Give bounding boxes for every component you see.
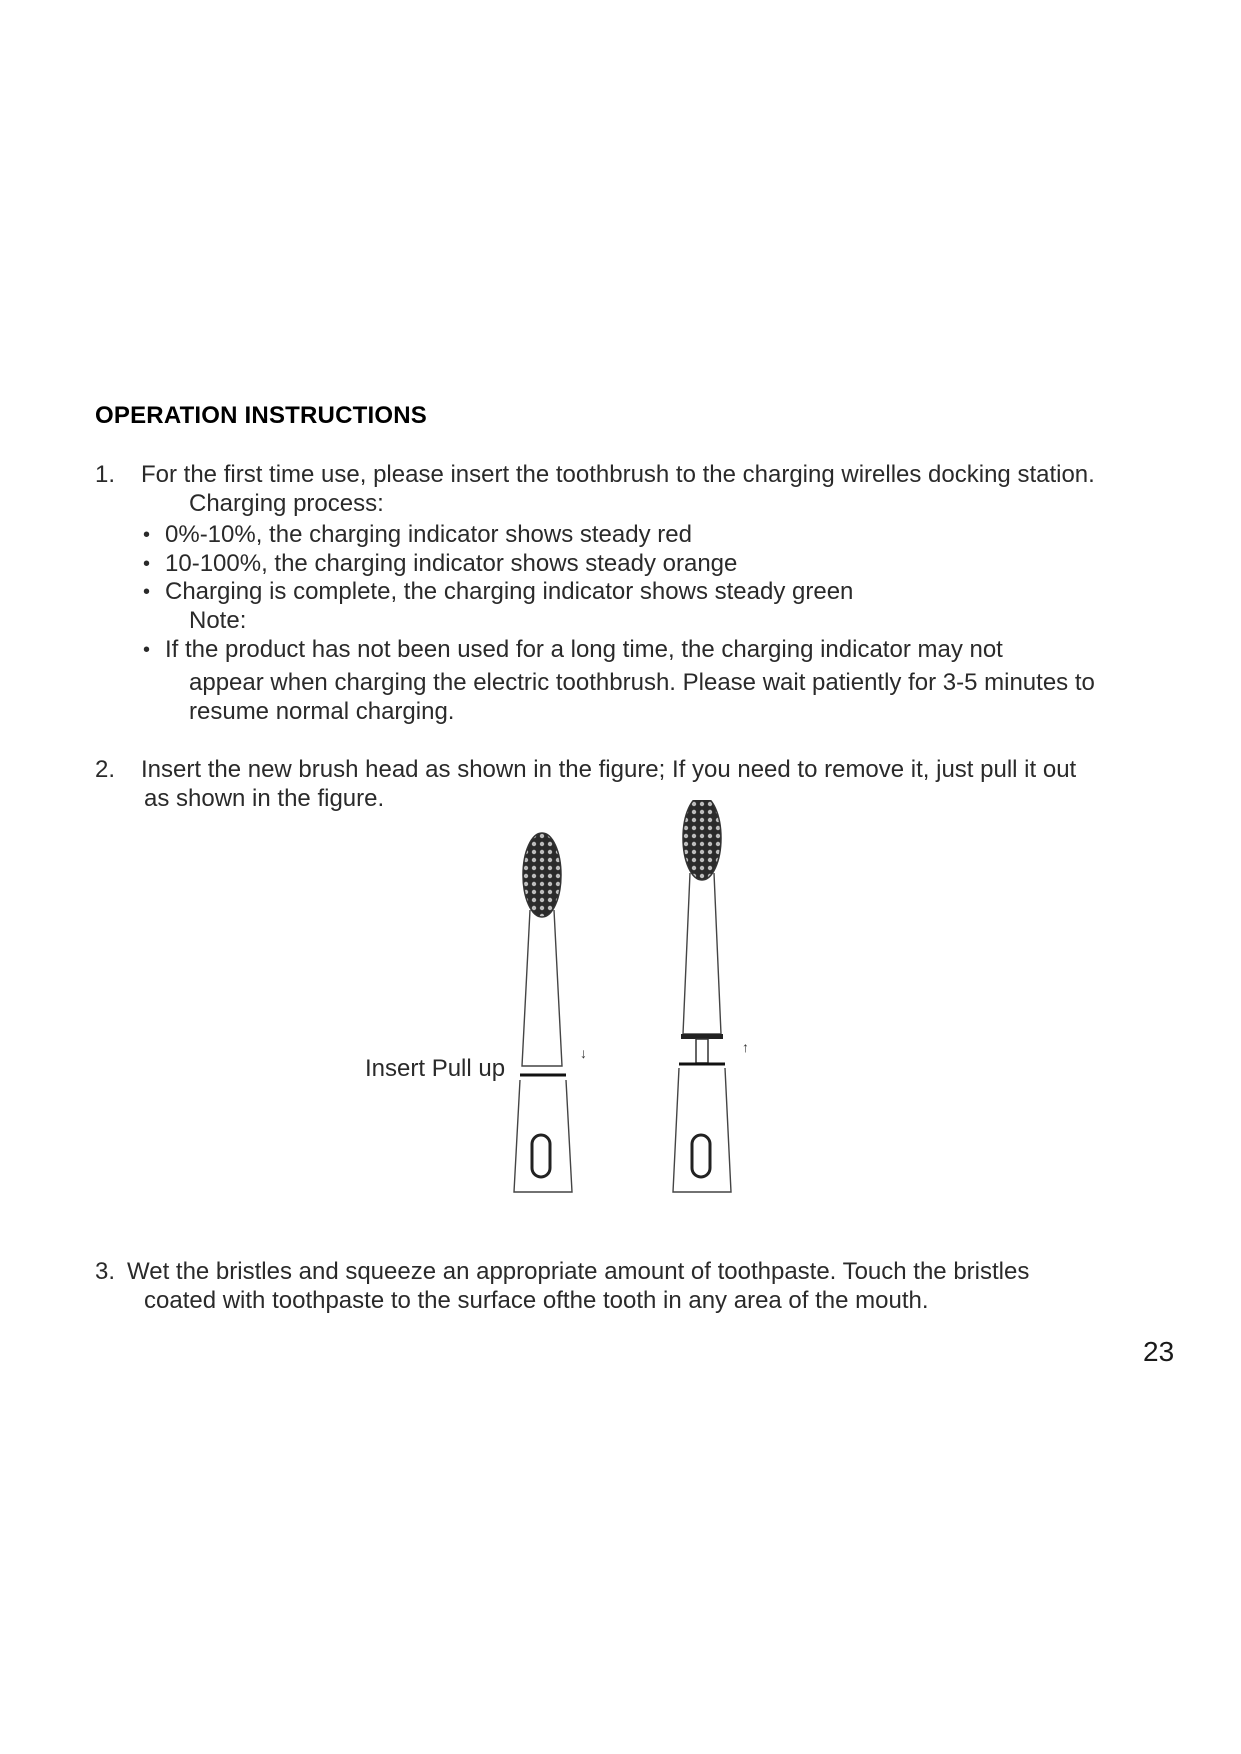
- step-1-text: For the first time use, please insert the toothbrush to the charging wirelles docking station.: [141, 461, 1095, 488]
- down-arrow-icon: ↓: [580, 1045, 587, 1061]
- note-line-3: resume normal charging.: [189, 698, 455, 725]
- note-line-2: appear when charging the electric toothbrush. Please wait patiently for 3-5 minutes to: [189, 669, 1095, 696]
- note-label: Note:: [189, 607, 247, 634]
- step-2-line-2: as shown in the figure.: [144, 785, 385, 812]
- charging-bullet-3: Charging is complete, the charging indicator shows steady green: [165, 578, 854, 605]
- bullet-icon: •: [143, 553, 151, 575]
- bullet-icon: •: [143, 639, 151, 661]
- up-arrow-icon: ↑: [742, 1039, 749, 1055]
- charging-bullet-1: 0%-10%, the charging indicator shows steady red: [165, 521, 692, 548]
- left-toothbrush-insert: [514, 833, 572, 1192]
- step-2-line-1: Insert the new brush head as shown in the figure; If you need to remove it, just pull it out: [141, 756, 1077, 783]
- charging-process-label: Charging process:: [189, 490, 384, 517]
- right-handle: [673, 1068, 731, 1192]
- charging-bullet-2: 10-100%, the charging indicator shows steady orange: [165, 550, 738, 577]
- left-brush-head: [523, 833, 561, 917]
- right-brush-head: [683, 800, 721, 880]
- step-3-line-2: coated with toothpaste to the surface ofthe tooth in any area of the mouth.: [144, 1287, 929, 1314]
- step-3-number: 3.: [95, 1258, 116, 1285]
- step-3-line-1: Wet the bristles and squeeze an appropriate amount of toothpaste. Touch the bristles: [127, 1258, 1030, 1285]
- bullet-icon: •: [143, 524, 151, 546]
- right-toothbrush-pull-up: [673, 800, 731, 1192]
- step-2-number: 2.: [95, 756, 116, 783]
- left-power-button-icon: [532, 1135, 550, 1177]
- step-1-number: 1.: [95, 461, 116, 488]
- right-drive-shaft: [696, 1039, 708, 1063]
- page-number: 23: [1143, 1336, 1175, 1367]
- left-brush-neck: [522, 910, 562, 1066]
- toothbrush-figure: [490, 800, 760, 1200]
- bullet-icon: •: [143, 581, 151, 603]
- right-power-button-icon: [692, 1135, 710, 1177]
- figure-caption: Insert Pull up: [365, 1055, 506, 1082]
- section-heading: OPERATION INSTRUCTIONS: [95, 402, 427, 429]
- note-bullet-line-1: If the product has not been used for a long time, the charging indicator may not: [165, 636, 1003, 663]
- right-brush-neck: [683, 873, 721, 1034]
